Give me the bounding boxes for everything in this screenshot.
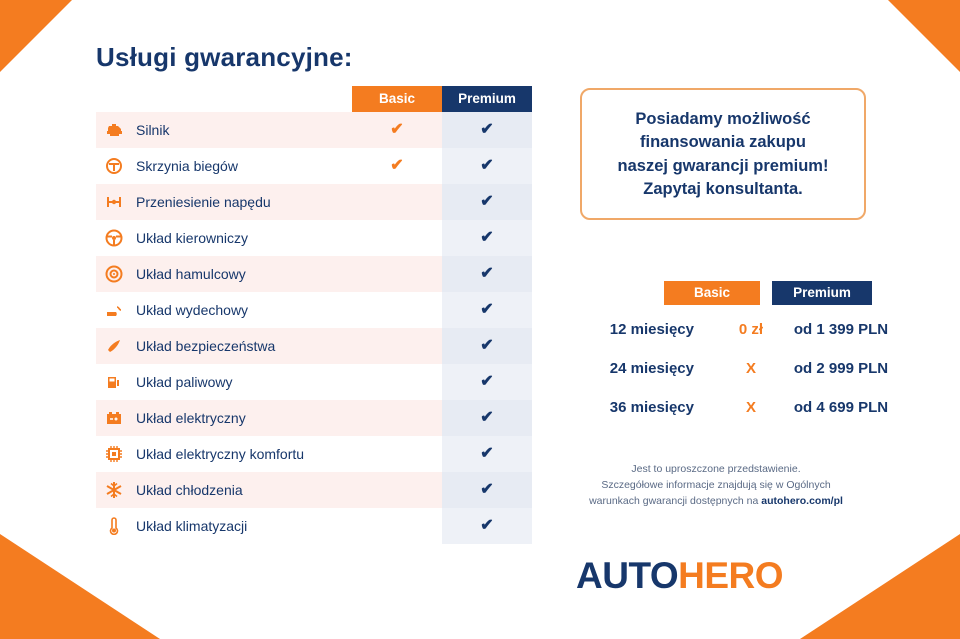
feature-label: Układ elektryczny bbox=[136, 410, 246, 426]
features-header-premium: Premium bbox=[442, 86, 532, 112]
feature-label-cell bbox=[96, 436, 352, 472]
price-term: 24 miesięcy bbox=[609, 360, 694, 377]
feature-label-cell bbox=[96, 148, 352, 184]
feature-label-cell bbox=[96, 328, 352, 364]
feature-label: Układ chłodzenia bbox=[136, 482, 243, 498]
feature-basic-value bbox=[352, 364, 442, 400]
table-row bbox=[96, 436, 532, 472]
table-row bbox=[96, 328, 532, 364]
feature-premium-value: ✔ bbox=[442, 148, 532, 184]
feature-premium-value: ✔ bbox=[442, 220, 532, 256]
price-basic-value: X bbox=[745, 360, 756, 377]
decor-corner-top-right bbox=[888, 0, 960, 72]
price-term: 36 miesięcy bbox=[609, 399, 694, 416]
table-row bbox=[560, 388, 890, 427]
promo-line-1: Posiadamy możliwość bbox=[635, 110, 811, 128]
feature-label-cell bbox=[96, 112, 352, 148]
disclaimer-line-1: Jest to uproszczone przedstawienie. bbox=[631, 463, 801, 475]
feature-premium-value: ✔ bbox=[442, 472, 532, 508]
feature-label-cell bbox=[96, 292, 352, 328]
table-row bbox=[96, 148, 532, 184]
disclaimer-line-3-text: warunkach gwarancji dostępnych na bbox=[589, 494, 762, 507]
decor-corner-top-left bbox=[0, 0, 72, 72]
logo-auto: AUTO bbox=[576, 555, 679, 596]
table-row bbox=[96, 472, 532, 508]
table-row bbox=[96, 184, 532, 220]
price-term: 12 miesięcy bbox=[609, 321, 694, 338]
features-table-header bbox=[352, 86, 532, 112]
feature-premium-value: ✔ bbox=[442, 508, 532, 544]
fuel-icon bbox=[104, 372, 124, 392]
table-row bbox=[96, 256, 532, 292]
features-header-basic: Basic bbox=[352, 86, 442, 112]
table-row bbox=[96, 364, 532, 400]
feature-label: Skrzynia biegów bbox=[136, 158, 238, 174]
feature-basic-value bbox=[352, 292, 442, 328]
price-premium-value: od 4 699 PLN bbox=[793, 399, 889, 416]
promo-line-2: finansowania zakupu bbox=[640, 133, 806, 152]
steering-icon bbox=[104, 228, 124, 248]
feature-label: Układ elektryczny komfortu bbox=[136, 446, 305, 462]
feature-label-cell bbox=[96, 508, 352, 544]
page-title: Usługi gwarancyjne: bbox=[96, 42, 353, 72]
feature-label: Silnik bbox=[136, 122, 170, 138]
feature-label: Układ wydechowy bbox=[136, 302, 249, 318]
exhaust-icon bbox=[104, 300, 124, 320]
table-row bbox=[96, 508, 532, 544]
feature-premium-value: ✔ bbox=[442, 400, 532, 436]
feature-basic-value bbox=[352, 220, 442, 256]
feature-label: Układ paliwowy bbox=[136, 374, 233, 390]
feature-premium-value: ✔ bbox=[442, 184, 532, 220]
feature-premium-value: ✔ bbox=[442, 364, 532, 400]
feature-label-cell bbox=[96, 220, 352, 256]
table-row bbox=[560, 349, 890, 388]
decor-corner-bottom-left bbox=[0, 534, 160, 639]
feature-label-cell bbox=[96, 184, 352, 220]
feature-basic-value bbox=[352, 436, 442, 472]
feature-label: Układ bezpieczeństwa bbox=[136, 338, 276, 354]
feature-label: Układ kierowniczy bbox=[136, 230, 249, 246]
engine-icon bbox=[104, 120, 124, 140]
feature-label: Układ klimatyzacji bbox=[136, 518, 248, 534]
price-table bbox=[560, 310, 890, 427]
table-row bbox=[96, 112, 532, 148]
feature-premium-value: ✔ bbox=[442, 292, 532, 328]
drivetrain-icon bbox=[104, 192, 124, 212]
price-premium-value: od 1 399 PLN bbox=[793, 321, 889, 338]
table-row bbox=[560, 310, 890, 349]
table-row bbox=[96, 400, 532, 436]
disclaimer bbox=[556, 462, 876, 509]
feature-basic-value bbox=[352, 256, 442, 292]
price-premium-value: od 2 999 PLN bbox=[793, 360, 889, 377]
disclaimer-line-3 bbox=[556, 494, 876, 510]
feature-premium-value: ✔ bbox=[442, 112, 532, 148]
warranty-features-table bbox=[96, 86, 532, 544]
table-row bbox=[96, 292, 532, 328]
battery-icon bbox=[104, 408, 124, 428]
logo-hero: HERO bbox=[678, 555, 784, 596]
feature-basic-value: ✔ bbox=[352, 112, 442, 148]
gearbox-icon bbox=[104, 156, 124, 176]
feature-label-cell bbox=[96, 400, 352, 436]
feature-label: Przeniesienie napędu bbox=[136, 194, 271, 210]
feature-premium-value: ✔ bbox=[442, 256, 532, 292]
promo-line-4: Zapytaj konsultanta. bbox=[643, 180, 803, 199]
feature-basic-value bbox=[352, 400, 442, 436]
feature-basic-value bbox=[352, 184, 442, 220]
price-basic-value: X bbox=[745, 399, 756, 416]
feature-basic-value bbox=[352, 328, 442, 364]
feature-premium-value: ✔ bbox=[442, 328, 532, 364]
feature-basic-value bbox=[352, 472, 442, 508]
safety-icon bbox=[104, 336, 124, 356]
autohero-logo bbox=[576, 555, 783, 597]
website-link[interactable]: autohero.com/pl bbox=[761, 494, 843, 507]
feature-label: Układ hamulcowy bbox=[136, 266, 246, 282]
price-basic-value: 0 zł bbox=[738, 321, 764, 338]
feature-premium-value: ✔ bbox=[442, 436, 532, 472]
table-row bbox=[96, 220, 532, 256]
chip-icon bbox=[104, 444, 124, 464]
price-header-premium: Premium bbox=[772, 281, 872, 305]
disclaimer-line-2: Szczegółowe informacje znajdują się w Ogólnych bbox=[601, 478, 831, 491]
feature-basic-value bbox=[352, 508, 442, 544]
price-header-basic: Basic bbox=[664, 281, 760, 305]
feature-label-cell bbox=[96, 472, 352, 508]
financing-promo-box bbox=[580, 88, 866, 220]
feature-basic-value: ✔ bbox=[390, 157, 404, 174]
thermometer-icon bbox=[104, 516, 124, 536]
price-table-header bbox=[664, 281, 872, 305]
feature-label-cell bbox=[96, 256, 352, 292]
promo-line-3: naszej gwarancji premium! bbox=[617, 156, 829, 175]
decor-corner-bottom-right bbox=[800, 534, 960, 639]
snowflake-icon bbox=[104, 480, 124, 500]
brake-icon bbox=[104, 264, 124, 284]
feature-label-cell bbox=[96, 364, 352, 400]
